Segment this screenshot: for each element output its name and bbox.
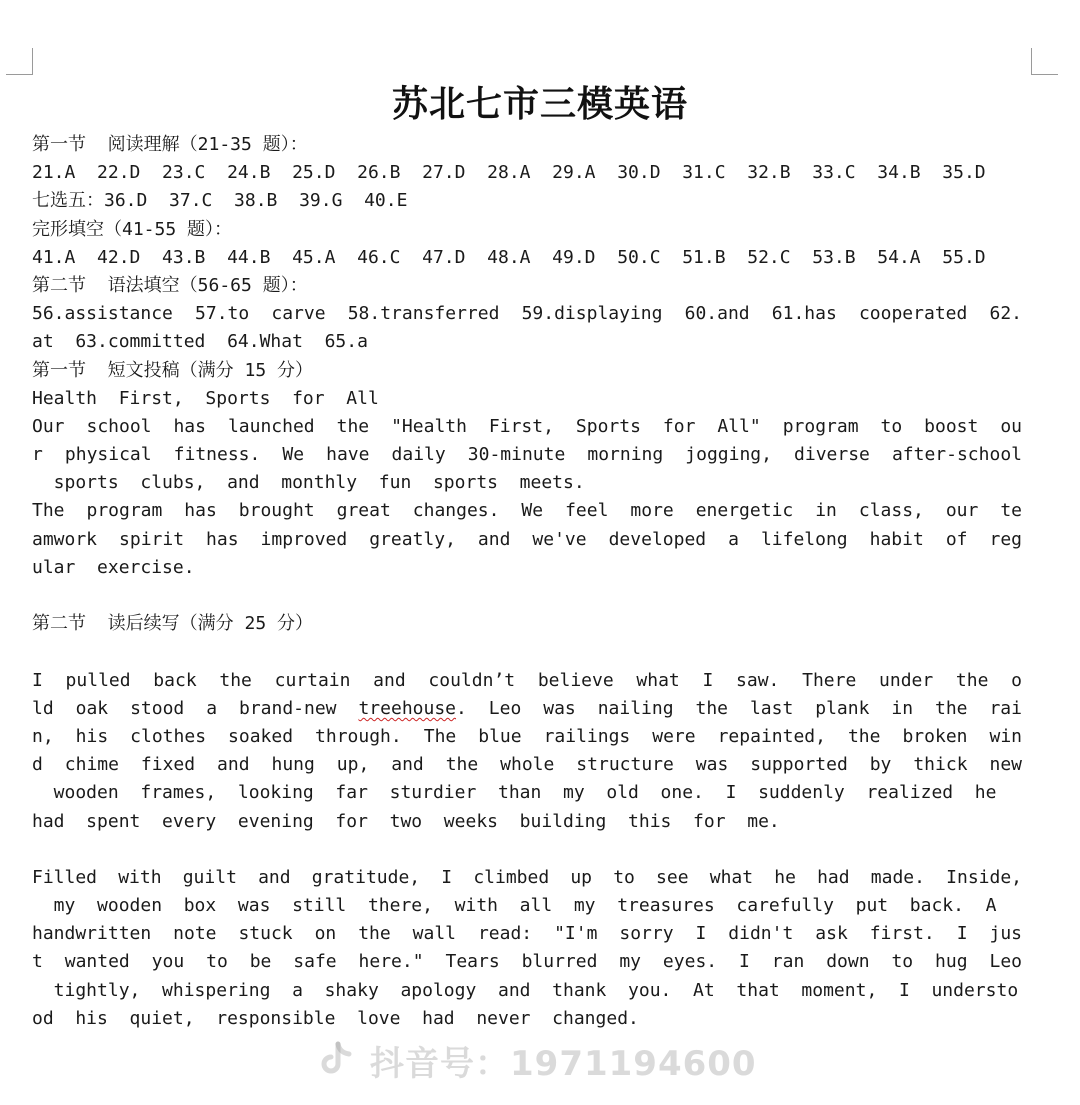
- text-line: 完形填空（41-55 题）：: [32, 218, 233, 240]
- text-line: Filled with guilt and gratitude, I climbed up to see what he had made. Inside,: [32, 866, 1022, 888]
- spellcheck-word: treehouse: [358, 697, 457, 719]
- douyin-icon: [316, 1040, 356, 1080]
- text-line: ld oak stood a brand-new treehouse. Leo was nailing the last plank in the rai: [32, 697, 1022, 719]
- text-line: 第一节 短文投稿（满分 15 分）: [32, 359, 314, 381]
- page-corner-mark-top-right: [1031, 48, 1058, 75]
- blank-line: [32, 836, 1022, 864]
- blank-line: [32, 582, 1022, 610]
- text-line: r physical fitness. We have daily 30-minute morning jogging, diverse after-school: [32, 444, 1022, 466]
- text-line: 第二节 语法填空（56-65 题）：: [32, 274, 308, 296]
- text-line: Our school has launched the "Health First, Sports for All" program to boost ou: [32, 415, 1022, 437]
- text-line: n, his clothes soaked through. The blue railings were repainted, the broken win: [32, 725, 1022, 747]
- text-line: at 63.committed 64.What 65.a: [32, 331, 368, 353]
- document-title: 苏北七市三模英语: [391, 83, 688, 125]
- blank-line: [32, 638, 1022, 666]
- text-line: 41.A 42.D 43.B 44.B 45.A 46.C 47.D 48.A 49.D 50.C 51.B 52.C 53.B 54.A 55.D: [32, 246, 986, 268]
- watermark-text: 抖音号：1971194600: [370, 1043, 757, 1084]
- text-line: 21.A 22.D 23.C 24.B 25.D 26.B 27.D 28.A 29.A 30.D 31.C 32.B 33.C 34.B 35.D: [32, 162, 986, 184]
- text-line: 第二节 读后续写（满分 25 分）: [32, 613, 314, 635]
- text-line: t wanted you to be safe here." Tears blurred my eyes. I ran down to hug Leo: [32, 951, 1022, 973]
- text-line: amwork spirit has improved greatly, and we've developed a lifelong habit of reg: [32, 528, 1022, 550]
- watermark: [316, 1036, 757, 1084]
- text-line: I pulled back the curtain and couldn’t believe what I saw. There under the o: [32, 669, 1022, 691]
- text-line: 七选五：36.D 37.C 38.B 39.G 40.E: [32, 190, 408, 212]
- text-line: sports clubs, and monthly fun sports meets.: [32, 472, 585, 494]
- text-line: d chime fixed and hung up, and the whole structure was supported by thick new: [32, 754, 1022, 776]
- text-line: 56.assistance 57.to carve 58.transferred 59.displaying 60.and 61.has cooperated 62.: [32, 303, 1022, 325]
- text-line: had spent every evening for two weeks building this for me.: [32, 810, 780, 832]
- text-line: my wooden box was still there, with all my treasures carefully put back. A: [32, 895, 997, 917]
- text-line: tightly, whispering a shaky apology and thank you. At that moment, I understo: [32, 979, 1019, 1001]
- page-corner-mark-top-left: [6, 48, 33, 75]
- document-body: [32, 131, 1022, 1033]
- text-line: Health First, Sports for All: [32, 387, 379, 409]
- text-line: ular exercise.: [32, 556, 195, 578]
- text-line: 第一节 阅读理解（21-35 题）：: [32, 134, 308, 155]
- text-line: The program has brought great changes. We feel more energetic in class, our te: [32, 500, 1022, 522]
- text-line: od his quiet, responsible love had never changed.: [32, 1007, 639, 1029]
- text-line: handwritten note stuck on the wall read: "I'm sorry I didn't ask first. I jus: [32, 923, 1022, 945]
- text-line: wooden frames, looking far sturdier than my old one. I suddenly realized he: [32, 782, 997, 804]
